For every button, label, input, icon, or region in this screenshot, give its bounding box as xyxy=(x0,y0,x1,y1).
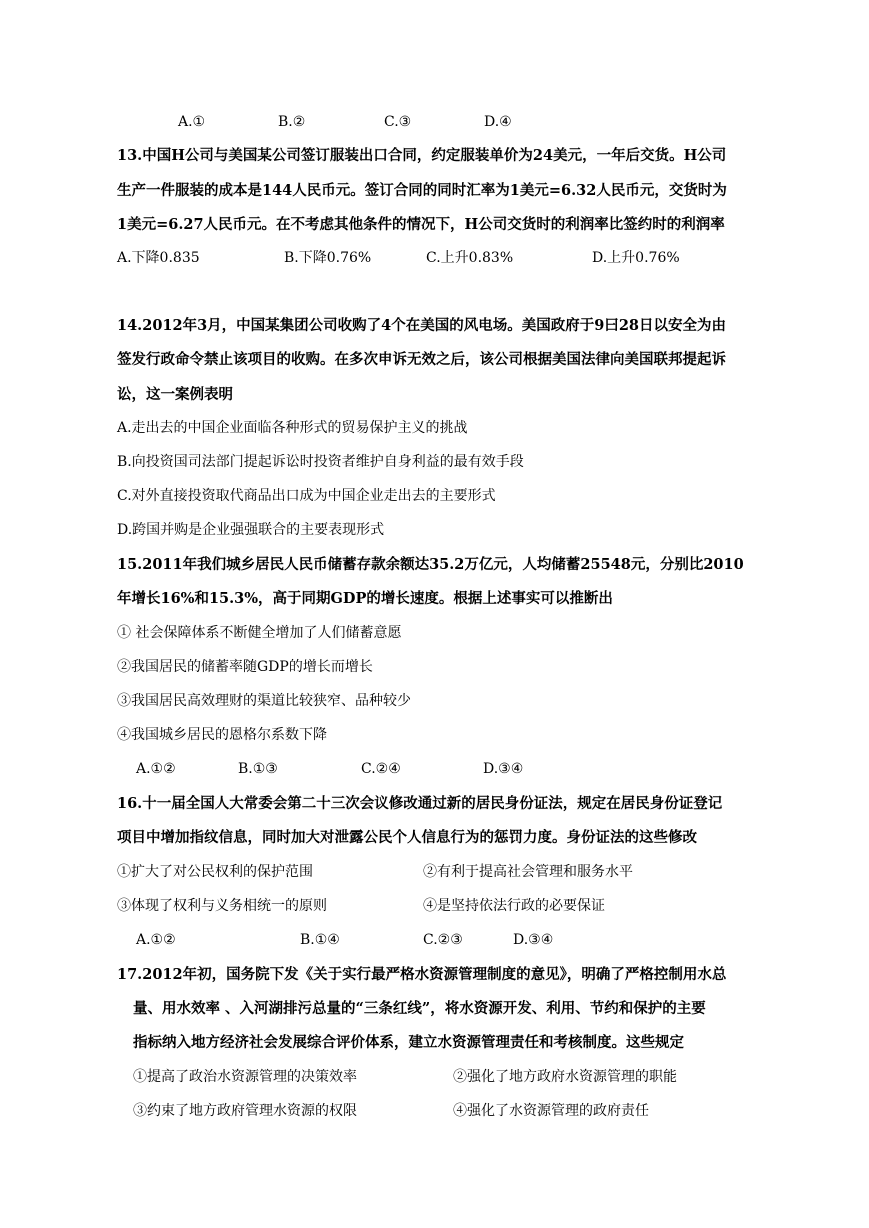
q13-stem-line-3: 1美元=6.27人民币元。在不考虑其他条件的情况下，H公司交货时的利润率比签约时的利润率 xyxy=(117,216,725,233)
q13-option-c: C.上升0.83% xyxy=(426,250,514,266)
q17-stem-line-3: 指标纳入地方经济社会发展综合评价体系，建立水资源管理责任和考核制度。这些规定 xyxy=(133,1034,684,1051)
q16-option-c: C.②③ xyxy=(423,932,463,948)
q15-item-3: ③我国居民高效理财的渠道比较狭窄、品种较少 xyxy=(117,693,411,709)
q14-stem-line-2: 签发行政命令禁止该项目的收购。在多次申诉无效之后，该公司根据美国法律向美国联邦提起诉 xyxy=(117,351,726,368)
q15-option-a: A.①② xyxy=(136,761,176,777)
q14-option-d: D.跨国并购是企业强强联合的主要表现形式 xyxy=(117,522,385,538)
q16-item-2: ②有利于提高社会管理和服务水平 xyxy=(423,864,633,880)
q15-stem-line-2: 年增长16%和15.3%，高于同期GDP的增长速度。根据上述事实可以推断出 xyxy=(117,590,613,607)
q15-item-1: ① 社会保障体系不断健全增加了人们储蓄意愿 xyxy=(117,625,402,641)
q12-option-b: B.② xyxy=(278,114,306,130)
q17-item-1: ①提高了政治水资源管理的决策效率 xyxy=(133,1069,357,1085)
q13-stem-line-1: 13.中国H公司与美国某公司签订服装出口合同，约定服装单价为24美元，一年后交货。H公司 xyxy=(117,147,727,164)
q14-option-c: C.对外直接投资取代商品出口成为中国企业走出去的主要形式 xyxy=(117,488,496,504)
q16-item-1: ①扩大了对公民权利的保护范围 xyxy=(117,864,313,880)
q15-item-2: ②我国居民的储蓄率随GDP的增长而增长 xyxy=(117,659,373,675)
q15-stem-line-1: 15.2011年我们城乡居民人民币储蓄存款余额达35.2万亿元，人均储蓄25548元，分别比2010 xyxy=(117,556,744,573)
q12-option-d: D.④ xyxy=(484,114,512,130)
q17-item-2: ②强化了地方政府水资源管理的职能 xyxy=(453,1069,677,1085)
q15-item-4: ④我国城乡居民的恩格尔系数下降 xyxy=(117,727,327,743)
q15-option-b: B.①③ xyxy=(238,761,278,777)
q12-option-c: C.③ xyxy=(384,114,412,130)
q13-option-b: B.下降0.76% xyxy=(284,250,372,266)
q16-stem-line-1: 16.十一届全国人大常委会第二十三次会议修改通过新的居民身份证法，规定在居民身份证登记 xyxy=(117,795,723,812)
q16-option-b: B.①④ xyxy=(300,932,340,948)
q16-item-4: ④是坚持依法行政的必要保证 xyxy=(423,898,605,914)
q17-item-4: ④强化了水资源管理的政府责任 xyxy=(453,1103,649,1119)
q17-item-3: ③约束了地方政府管理水资源的权限 xyxy=(133,1103,357,1119)
q15-option-d: D.③④ xyxy=(483,761,524,777)
q17-stem-line-2: 量、用水效率 、入河湖排污总量的“三条红线”，将水资源开发、利用、节约和保护的主要 xyxy=(133,1000,706,1017)
q13-option-a: A.下降0.835 xyxy=(117,250,200,266)
q15-option-c: C.②④ xyxy=(361,761,401,777)
q13-stem-line-2: 生产一件服装的成本是144人民币元。签订合同的同时汇率为1美元=6.32人民币元，交货时为 xyxy=(117,182,727,199)
q14-option-b: B.向投资国司法部门提起诉讼时投资者维护自身利益的最有效手段 xyxy=(117,454,524,470)
q17-stem-line-1: 17.2012年初，国务院下发《关于实行最严格水资源管理制度的意见》，明确了严格控制用水总 xyxy=(117,966,727,983)
q16-stem-line-2: 项目中增加指纹信息，同时加大对泄露公民个人信息行为的惩罚力度。身份证法的这些修改 xyxy=(117,829,697,846)
q14-stem-line-3: 讼，这一案例表明 xyxy=(117,386,233,403)
q14-stem-line-1: 14.2012年3月，中国某集团公司收购了4个在美国的风电场。美国政府于9曰28日以安全为由 xyxy=(117,317,727,334)
q16-item-3: ③体现了权利与义务相统一的原则 xyxy=(117,898,327,914)
q16-option-d: D.③④ xyxy=(513,932,554,948)
q12-option-a: A.① xyxy=(178,114,206,130)
q14-option-a: A.走出去的中国企业面临各种形式的贸易保护主义的挑战 xyxy=(117,420,468,436)
q16-option-a: A.①② xyxy=(136,932,176,948)
q13-option-d: D.上升0.76% xyxy=(592,250,680,266)
